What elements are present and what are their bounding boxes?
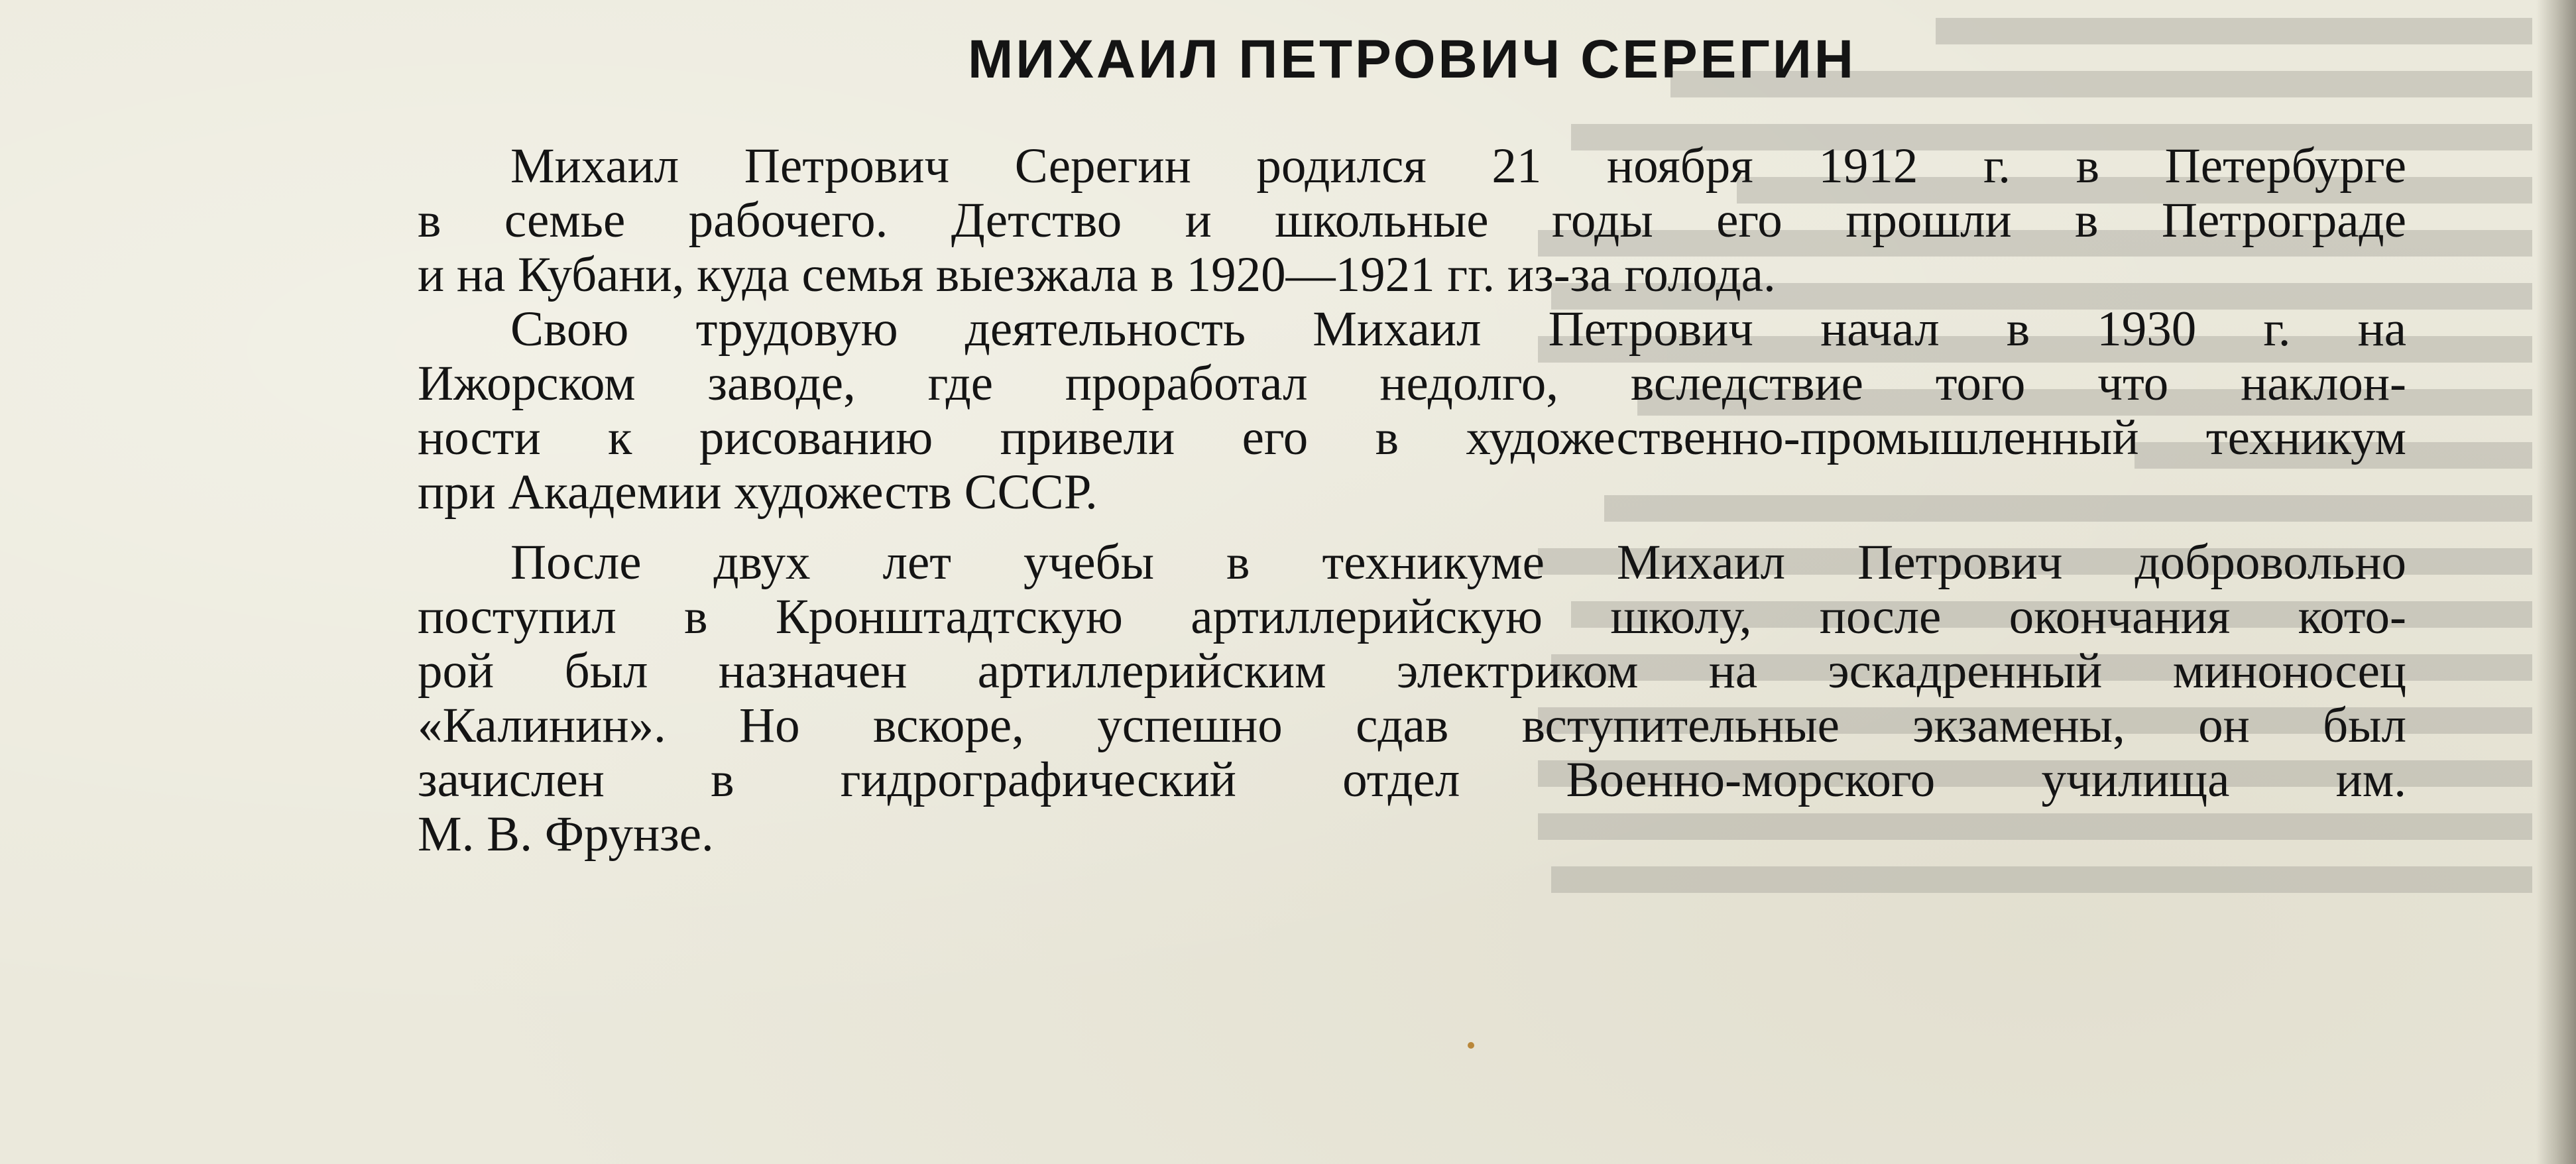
document-page bbox=[418, 27, 2406, 862]
paragraph-birth bbox=[418, 139, 2406, 302]
paragraph-education bbox=[418, 536, 2406, 862]
text-line: Михаил Петрович Серегин родился 21 ноября 1912 г. в Петербурге bbox=[510, 139, 2406, 194]
text-line: зачислен в гидрографический отдел Военно-морского училища им. bbox=[418, 752, 2406, 807]
page-title: МИХАИЛ ПЕТРОВИЧ СЕРЕГИН bbox=[967, 29, 1857, 89]
text-line: и на Кубани, куда семья выезжала в 1920—1921 гг. из-за голода. bbox=[418, 247, 1776, 302]
text-line: После двух лет учебы в техникуме Михаил Петрович добровольно bbox=[510, 535, 2406, 590]
text-line: поступил в Кронштадтскую артиллерийскую школу, после окончания кото- bbox=[418, 589, 2406, 644]
text-line: при Академии художеств СССР. bbox=[418, 465, 1098, 520]
text-line: «Калинин». Но вскоре, успешно сдав вступительные экзамены, он был bbox=[418, 698, 2406, 753]
text-line: Ижорском заводе, где проработал недолго, вследствие того что наклон- bbox=[418, 356, 2406, 411]
paragraph-work bbox=[418, 302, 2406, 520]
text-line: рой был назначен артиллерийским электриком на эскадренный миноносец bbox=[418, 644, 2406, 699]
text-line: М. В. Фрунзе. bbox=[418, 807, 714, 862]
text-line: Свою трудовую деятельность Михаил Петрович начал в 1930 г. на bbox=[510, 302, 2406, 357]
text-line: в семье рабочего. Детство и школьные годы его прошли в Петрограде bbox=[418, 193, 2406, 248]
paper-speck bbox=[1468, 1042, 1474, 1049]
text-line: ности к рисованию привели его в художественно-промышленный техникум bbox=[418, 410, 2406, 465]
page-edge-shadow bbox=[2536, 0, 2576, 1164]
